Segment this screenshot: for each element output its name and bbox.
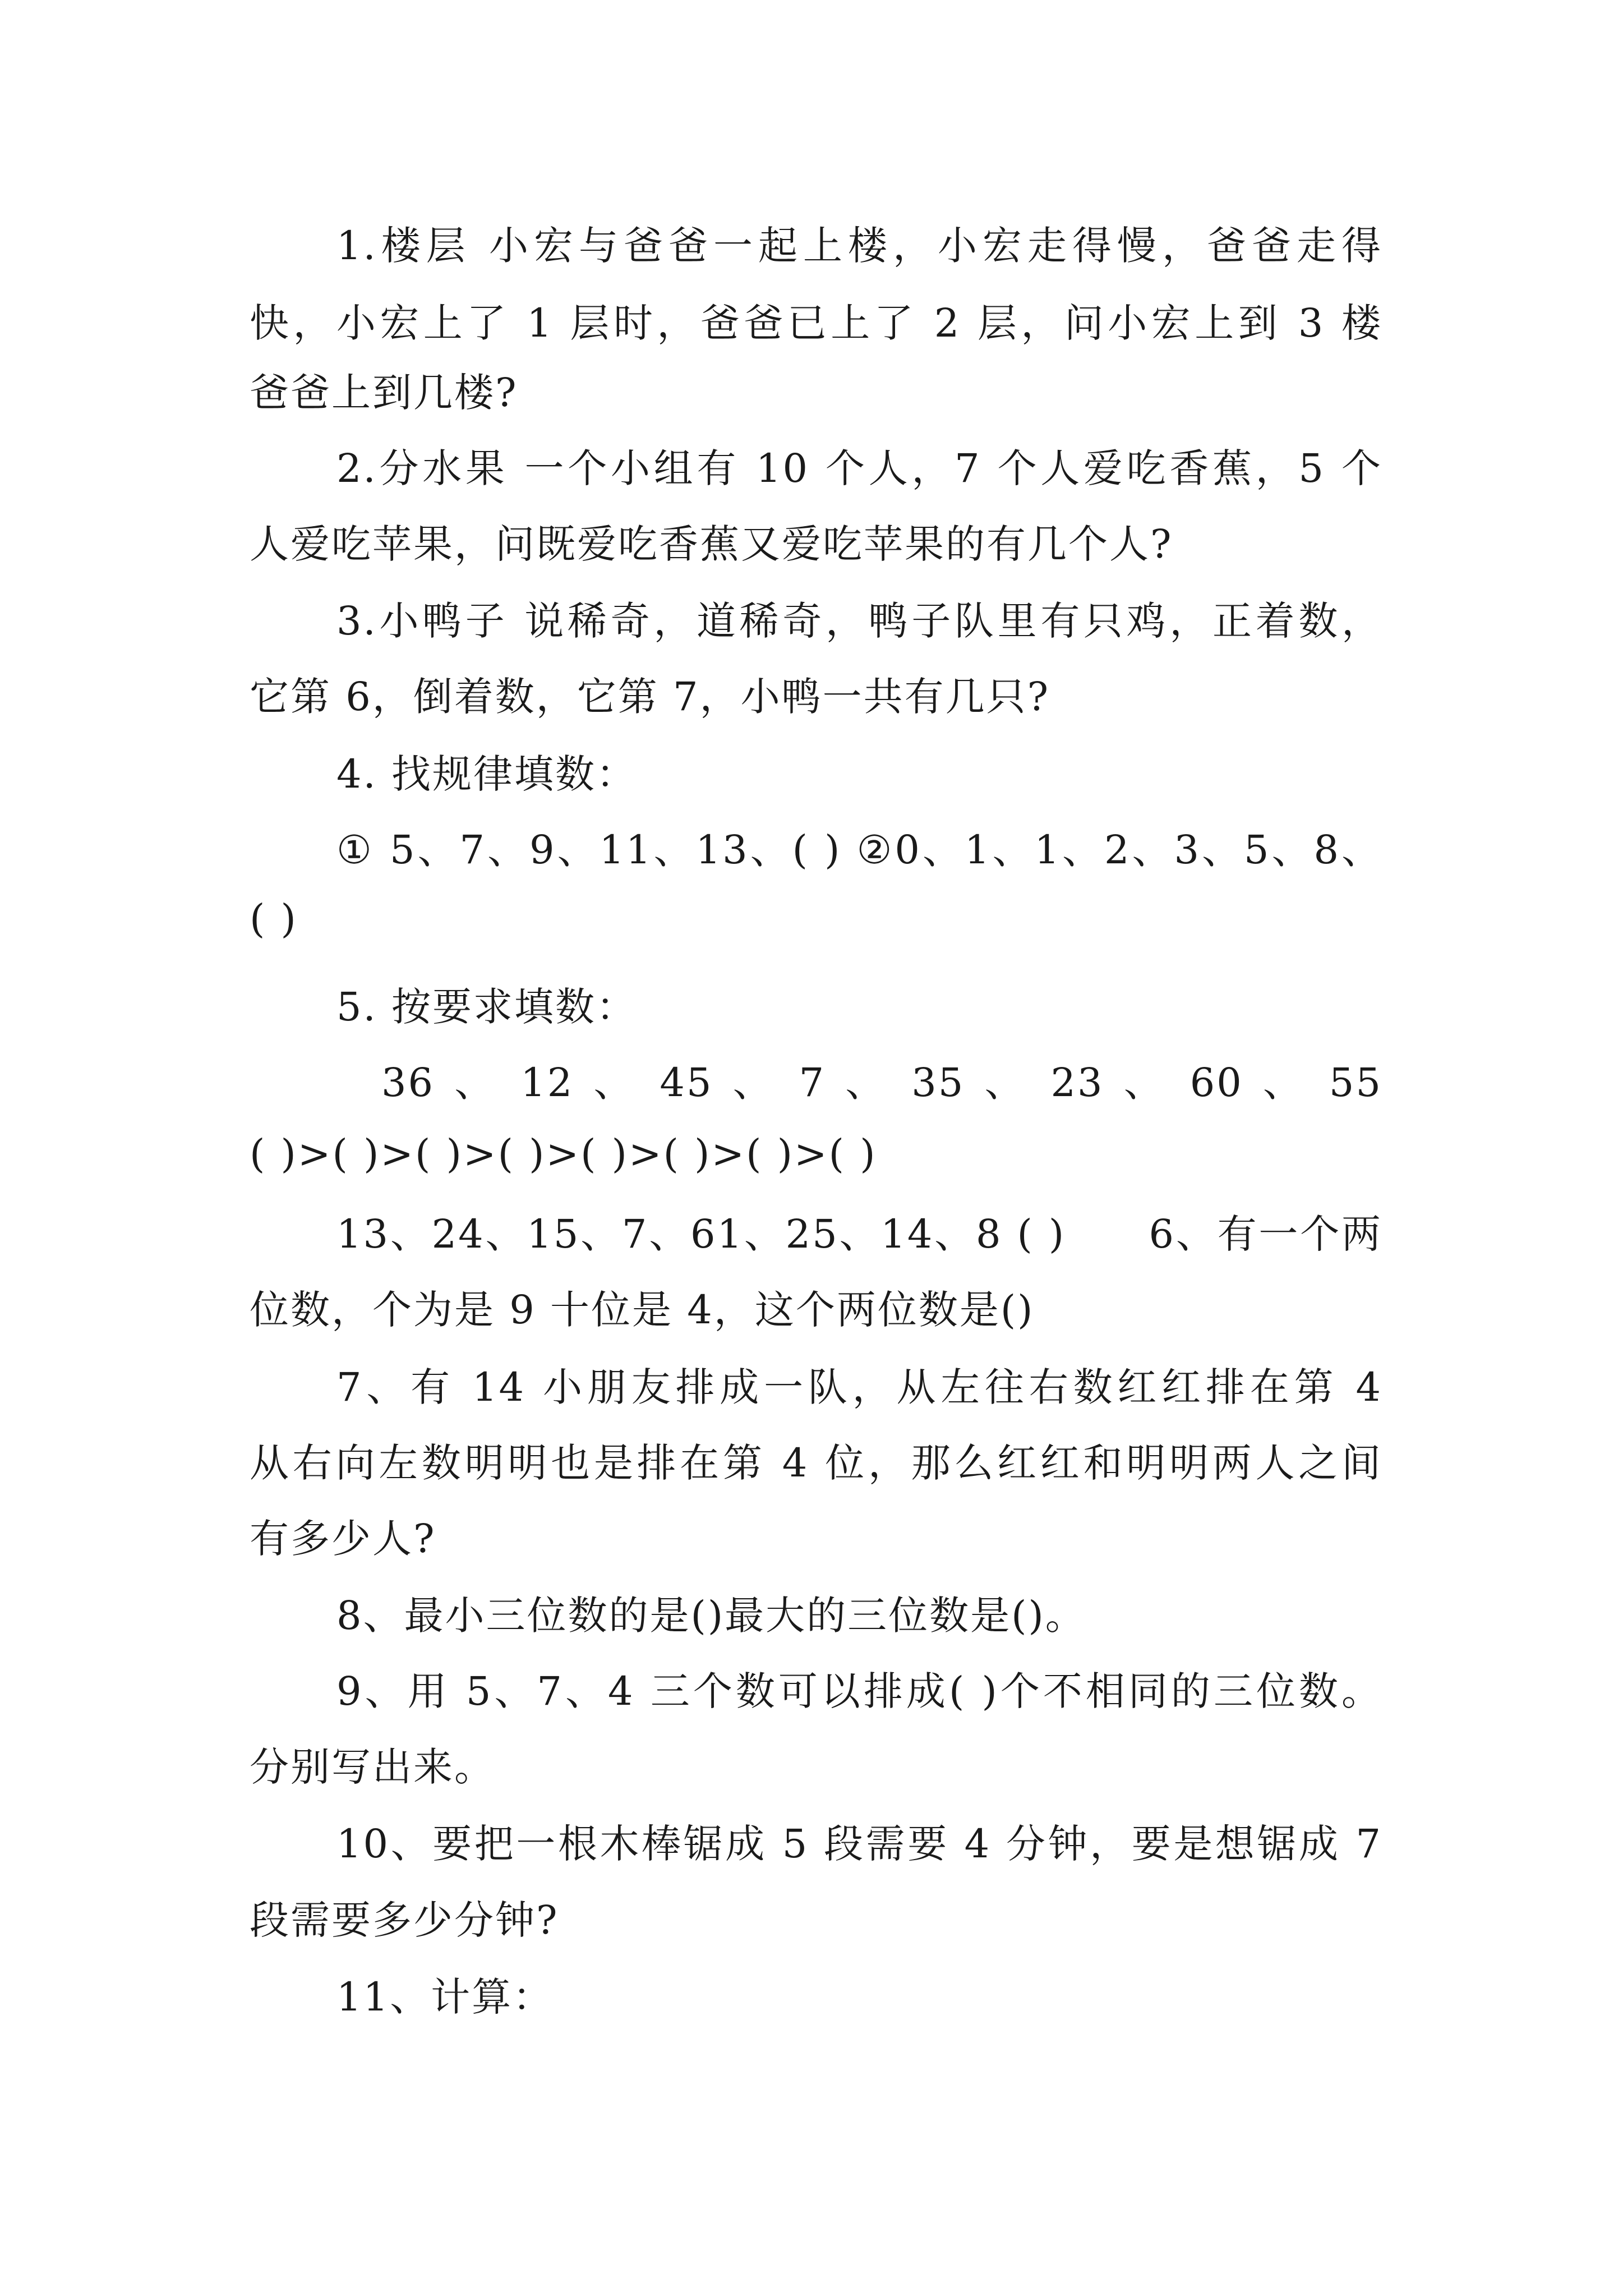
q5-numbers: 36 、 12 、 45 、 7 、 35 、 23 、 60 、 55	[381, 1060, 1382, 1106]
q4-blank: ( )	[250, 896, 298, 942]
q7-line-3: 有多少人?	[250, 1516, 436, 1562]
q1-line-1: 1.楼层 小宏与爸爸一起上楼，小宏走得慢，爸爸走得	[336, 223, 1382, 269]
q11-line: 11、计算：	[336, 1974, 554, 2020]
q5-heading: 5. 按要求填数：	[336, 984, 638, 1030]
q9-line-2: 分别写出来。	[250, 1744, 495, 1790]
q10-line-1: 10、要把一根木棒锯成 5 段需要 4 分钟，要是想锯成 7	[336, 1821, 1382, 1867]
q5-blanks: ( )>( )>( )>( )>( )>( )>( )>( )	[250, 1131, 877, 1177]
q5-q6-line: 13、24、15、7、61、25、14、8 ( ) 6、有一个两	[336, 1211, 1382, 1257]
q10-line-2: 段需要多少分钟?	[250, 1897, 559, 1943]
q8-line: 8、最小三位数的是()最大的三位数是()。	[336, 1593, 1086, 1639]
q4-heading: 4. 找规律填数：	[336, 751, 638, 797]
q3-line-2: 它第 6，倒着数，它第 7，小鸭一共有几只?	[250, 674, 1050, 720]
q9-line-1: 9、用 5、7、4 三个数可以排成( )个不相同的三位数。	[336, 1668, 1382, 1714]
q4-sequences: ① 5、7、9、11、13、( ) ②0、1、1、2、3、5、8、	[336, 827, 1382, 873]
q1-line-3: 爸爸上到几楼?	[250, 370, 518, 416]
q2-line-2: 人爱吃苹果，问既爱吃香蕉又爱吃苹果的有几个人?	[250, 521, 1173, 567]
q3-line-1: 3.小鸭子 说稀奇，道稀奇，鸭子队里有只鸡，正着数，	[336, 598, 1382, 644]
q7-line-2: 从右向左数明明也是排在第 4 位，那么红红和明明两人之间	[250, 1440, 1382, 1486]
q6-line-2: 位数，个为是 9 十位是 4，这个两位数是()	[250, 1287, 1035, 1333]
q1-line-2: 快，小宏上了 1 层时，爸爸已上了 2 层，问小宏上到 3 楼	[250, 300, 1382, 346]
q2-line-1: 2.分水果 一个小组有 10 个人，7 个人爱吃香蕉，5 个	[336, 445, 1382, 491]
q7-line-1: 7、有 14 小朋友排成一队，从左往右数红红排在第 4	[336, 1364, 1382, 1410]
